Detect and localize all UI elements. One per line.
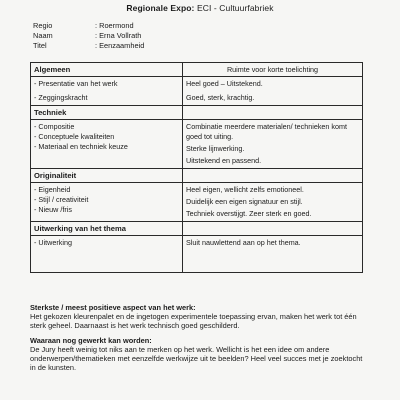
section-heading: Algemeen (31, 63, 183, 77)
criterion: - Stijl / creativiteit (34, 195, 89, 204)
section-header-row (31, 169, 363, 183)
section-body-row (31, 77, 363, 106)
criterion: - Conceptuele kwaliteiten (34, 132, 115, 141)
meta-row-regio (33, 21, 144, 31)
meta-key: Naam (33, 31, 53, 40)
criterion: - Zeggingskracht (34, 93, 88, 102)
section-body-row (31, 183, 363, 222)
evaluation-table (30, 62, 363, 273)
strengths-heading: Sterkste / meest positieve aspect van het werk: (30, 303, 196, 312)
note: Heel eigen, wellicht zelfs emotioneel. (186, 185, 304, 194)
section-header-row (31, 63, 363, 77)
column-header: Ruimte voor korte toelichting (183, 63, 363, 77)
notes-cell (183, 77, 363, 106)
section-heading: Originaliteit (31, 169, 183, 183)
empty-cell (183, 106, 363, 120)
notes-cell (183, 236, 363, 273)
empty-cell (183, 222, 363, 236)
meta-block (33, 21, 144, 51)
criterion: - Uitwerking (34, 238, 72, 247)
criterion: - Presentatie van het werk (34, 79, 118, 88)
meta-value: : Erna Vollrath (95, 31, 142, 40)
meta-value: : Roermond (95, 21, 134, 30)
document-title (0, 3, 400, 13)
note: Combinatie meerdere materialen/ technieken komt goed tot uiting. (186, 122, 347, 141)
criterion: - Nieuw /fris (34, 205, 72, 214)
meta-key: Titel (33, 41, 47, 50)
meta-row-naam (33, 31, 144, 41)
criterion: - Compositie (34, 122, 75, 131)
criteria-cell (31, 77, 183, 106)
empty-cell (183, 169, 363, 183)
notes-cell (183, 120, 363, 169)
meta-value: : Eenzaamheid (95, 41, 145, 50)
section-heading: Techniek (31, 106, 183, 120)
title-bold: Regionale Expo: (126, 3, 195, 13)
criteria-cell (31, 236, 183, 273)
notes-cell (183, 183, 363, 222)
summary-block (30, 303, 370, 372)
meta-key: Regio (33, 21, 53, 30)
strengths-text: Het gekozen kleurenpalet en de ingetogen experimentele toepassing ervan, maken het werk tot één sterk geheel. Daarnaast is het werk technisch goed geschilderd. (30, 312, 357, 331)
criteria-cell (31, 183, 183, 222)
section-header-row (31, 222, 363, 236)
note: Sluit nauwlettend aan op het thema. (186, 238, 301, 247)
note: Sterke lijnwerking. (186, 144, 245, 153)
improve-heading: Waaraan nog gewerkt kan worden: (30, 335, 152, 345)
criterion: - Eigenheid (34, 185, 71, 194)
criterion: - Materiaal en techniek keuze (34, 142, 128, 151)
note: Heel goed – Uitstekend. (186, 79, 263, 88)
note: Goed, sterk, krachtig. (186, 93, 255, 102)
criteria-cell (31, 120, 183, 169)
section-body-row (31, 236, 363, 273)
note: Techniek overstijgt. Zeer sterk en goed. (186, 209, 312, 218)
improve-text: De Jury heeft weinig tot niks aan te merken op het werk. Wellicht is het een idee om andere onderwerpen/thematieken met eenzelfde werkwijze uit te beelden? Heel veel succes met je zoektocht in de kunsten. (30, 344, 363, 373)
note: Duidelijk een eigen signatuur en stijl. (186, 197, 303, 206)
section-header-row (31, 106, 363, 120)
note: Uitstekend en passend. (186, 156, 262, 165)
meta-row-titel (33, 41, 144, 51)
section-heading: Uitwerking van het thema (31, 222, 183, 236)
title-rest: ECI - Cultuurfabriek (194, 3, 274, 13)
section-body-row (31, 120, 363, 169)
